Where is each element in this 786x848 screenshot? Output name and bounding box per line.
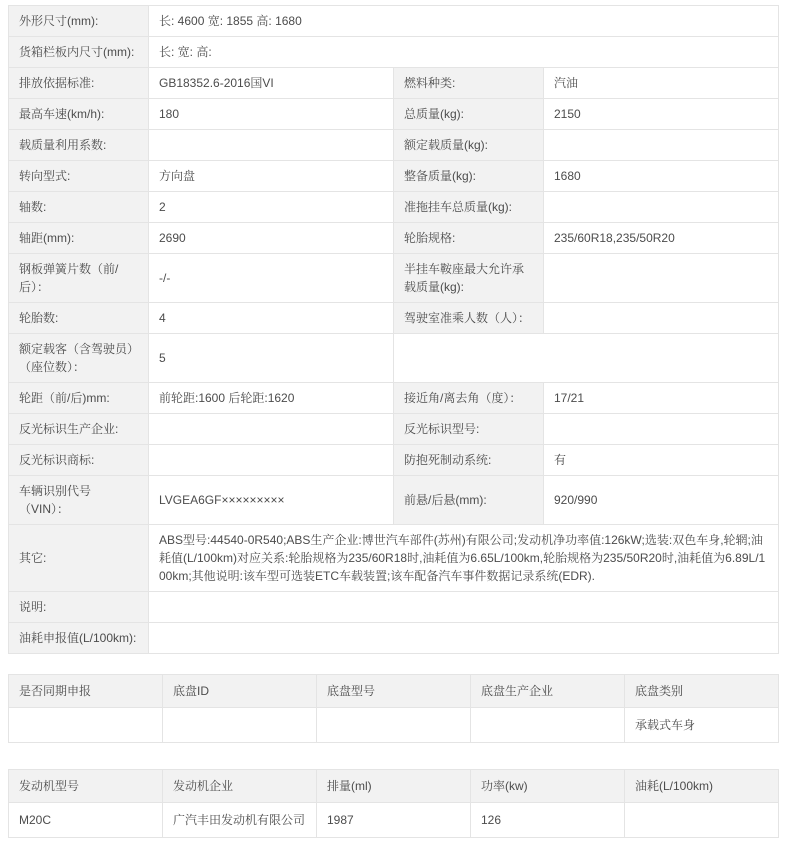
spec-row-load-ratio-rated-load — [9, 130, 779, 161]
spec-label: 整备质量(kg): — [394, 161, 544, 192]
spec-row-declared-fuel-consumption — [9, 623, 779, 654]
chassis-header-cell: 底盘ID — [163, 675, 317, 708]
spec-label: 油耗申报值(L/100km): — [9, 623, 149, 654]
engine-header-row — [9, 770, 779, 803]
spec-value: 长: 宽: 高: — [149, 37, 779, 68]
spec-value — [544, 303, 779, 334]
spec-value — [149, 592, 779, 623]
spec-value: 有 — [544, 445, 779, 476]
engine-value-cell: M20C — [9, 803, 163, 838]
spec-label: 半挂车鞍座最大允许承载质量(kg): — [394, 254, 544, 303]
spec-row-track-approach-angle — [9, 383, 779, 414]
spec-label: 外形尺寸(mm): — [9, 6, 149, 37]
spec-label: 总质量(kg): — [394, 99, 544, 130]
spec-label: 准拖挂车总质量(kg): — [394, 192, 544, 223]
spec-value: ABS型号:44540-0R540;ABS生产企业:博世汽车部件(苏州)有限公司;发动机净功率值:126kW;选装:双色车身,轮辋;油耗值(L/100km)对应关系:轮胎规格为235/60R18时,油耗值为6.65L/100km,轮胎规格为235/50R20时,油耗值为6.89L/100km;其他说明:该车型可选装ETC车载装置;该车配备汽车事件数据记录系统(EDR). — [149, 525, 779, 592]
spec-value: 长: 4600 宽: 1855 高: 1680 — [149, 6, 779, 37]
spec-row-tire-count-cab-passengers — [9, 303, 779, 334]
spec-label: 轮距（前/后)mm: — [9, 383, 149, 414]
spec-label: 说明: — [9, 592, 149, 623]
spec-value: 汽油 — [544, 68, 779, 99]
engine-value-cell: 1987 — [317, 803, 471, 838]
spec-value — [544, 254, 779, 303]
spec-label: 轴距(mm): — [9, 223, 149, 254]
spec-value — [544, 414, 779, 445]
spec-label: 轮胎数: — [9, 303, 149, 334]
spec-label: 钢板弹簧片数（前/后）： — [9, 254, 149, 303]
spec-row-axles-trailer-mass — [9, 192, 779, 223]
spec-value — [394, 334, 779, 383]
engine-header-cell: 油耗(L/100km) — [625, 770, 779, 803]
spec-row-dimensions — [9, 6, 779, 37]
chassis-value-cell — [471, 708, 625, 743]
spec-value — [149, 130, 394, 161]
chassis-value-cell: 承载式车身 — [625, 708, 779, 743]
spec-label: 其它: — [9, 525, 149, 592]
spec-row-reflector-brand-abs — [9, 445, 779, 476]
spec-row-cargo-inner-dimensions — [9, 37, 779, 68]
chassis-header-cell: 是否同期申报 — [9, 675, 163, 708]
spec-value: 2690 — [149, 223, 394, 254]
spec-value — [544, 192, 779, 223]
chassis-header-cell: 底盘型号 — [317, 675, 471, 708]
spec-label: 轮胎规格: — [394, 223, 544, 254]
engine-header-cell: 功率(kw) — [471, 770, 625, 803]
spec-label: 反光标识型号: — [394, 414, 544, 445]
spec-value: -/- — [149, 254, 394, 303]
spec-label: 前悬/后悬(mm): — [394, 476, 544, 525]
spec-row-other — [9, 525, 779, 592]
chassis-header-cell: 底盘类别 — [625, 675, 779, 708]
spec-row-vin-overhang — [9, 476, 779, 525]
spec-row-seating-capacity — [9, 334, 779, 383]
engine-value-cell: 126 — [471, 803, 625, 838]
spec-value — [149, 623, 779, 654]
chassis-table — [8, 674, 779, 743]
spec-label: 车辆识别代号（VIN）： — [9, 476, 149, 525]
spec-value — [149, 445, 394, 476]
spec-value: GB18352.6-2016国VI — [149, 68, 394, 99]
spec-value: 235/60R18,235/50R20 — [544, 223, 779, 254]
engine-header-cell: 排量(ml) — [317, 770, 471, 803]
spec-label: 轴数: — [9, 192, 149, 223]
spec-label: 额定载质量(kg): — [394, 130, 544, 161]
spec-row-springs-saddle-load — [9, 254, 779, 303]
spec-row-speed-mass — [9, 99, 779, 130]
spec-label: 货箱栏板内尺寸(mm): — [9, 37, 149, 68]
chassis-value-cell — [317, 708, 471, 743]
engine-header-cell: 发动机型号 — [9, 770, 163, 803]
spec-label: 反光标识商标: — [9, 445, 149, 476]
chassis-header-cell: 底盘生产企业 — [471, 675, 625, 708]
spec-value: 17/21 — [544, 383, 779, 414]
engine-data-row — [9, 803, 779, 838]
spec-label: 额定载客（含驾驶员）（座位数）： — [9, 334, 149, 383]
spec-value: 920/990 — [544, 476, 779, 525]
spec-value — [149, 414, 394, 445]
spec-label: 接近角/离去角（度）： — [394, 383, 544, 414]
spec-value: LVGEA6GF××××××××× — [149, 476, 394, 525]
spec-value — [544, 130, 779, 161]
spec-label: 反光标识生产企业: — [9, 414, 149, 445]
spec-value: 4 — [149, 303, 394, 334]
spec-value: 5 — [149, 334, 394, 383]
chassis-value-cell — [163, 708, 317, 743]
chassis-value-cell — [9, 708, 163, 743]
spec-label: 燃料种类: — [394, 68, 544, 99]
spec-value: 2150 — [544, 99, 779, 130]
spec-label: 转向型式: — [9, 161, 149, 192]
spec-row-remarks — [9, 592, 779, 623]
spec-label: 最高车速(km/h): — [9, 99, 149, 130]
spec-row-reflector-manufacturer-model — [9, 414, 779, 445]
spec-label: 排放依据标准: — [9, 68, 149, 99]
spec-value: 2 — [149, 192, 394, 223]
spec-row-steering-curb-mass — [9, 161, 779, 192]
spec-label: 防抱死制动系统: — [394, 445, 544, 476]
spec-value: 方向盘 — [149, 161, 394, 192]
spec-row-wheelbase-tire-spec — [9, 223, 779, 254]
spec-value: 180 — [149, 99, 394, 130]
engine-header-cell: 发动机企业 — [163, 770, 317, 803]
engine-table — [8, 769, 779, 838]
vehicle-spec-table — [8, 5, 779, 654]
spec-label: 载质量利用系数: — [9, 130, 149, 161]
spec-value: 1680 — [544, 161, 779, 192]
spec-label: 驾驶室准乘人数（人）： — [394, 303, 544, 334]
chassis-data-row — [9, 708, 779, 743]
chassis-header-row — [9, 675, 779, 708]
engine-value-cell: 广汽丰田发动机有限公司 — [163, 803, 317, 838]
engine-value-cell — [625, 803, 779, 838]
spec-value: 前轮距:1600 后轮距:1620 — [149, 383, 394, 414]
spec-row-emission-fuel — [9, 68, 779, 99]
